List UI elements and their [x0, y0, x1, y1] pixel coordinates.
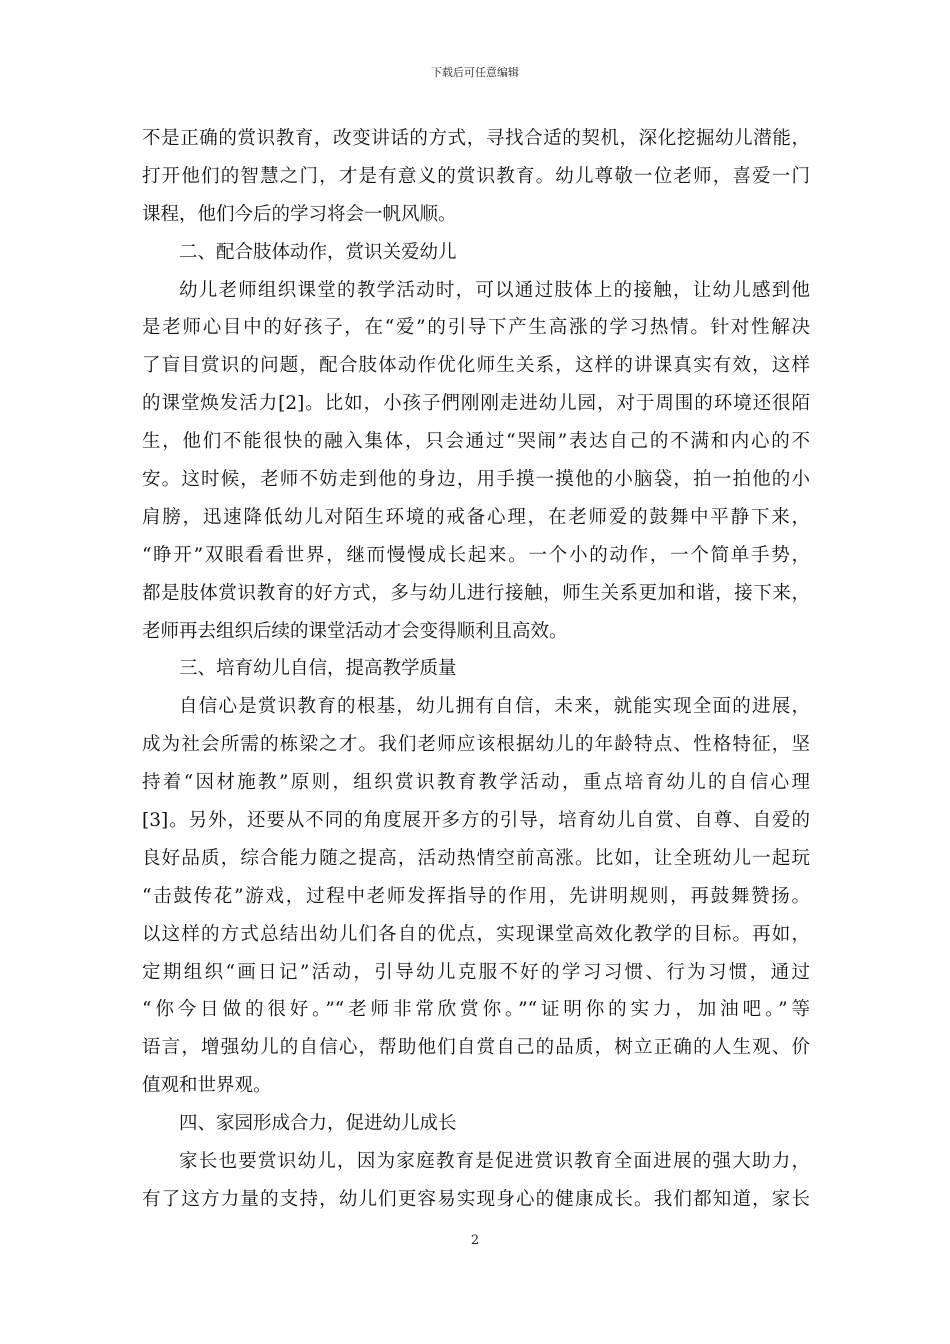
body-text-line: 幼儿老师组织课堂的教学活动时，可以通过肢体上的接触，让幼儿感到他: [179, 279, 810, 301]
body-text-line: 肩膀，迅速降低幼儿对陌生环境的戒备心理，在老师爱的鼓舞中平静下来，: [142, 506, 810, 528]
body-text-line: “击鼓传花”游戏，过程中老师发挥指导的作用，先讲明规则，再鼓舞赞扬。: [142, 885, 810, 907]
body-text-line: 课程，他们今后的学习将会一帆风顺。: [142, 203, 457, 225]
body-text-line: 老师再去组织后续的课堂活动才会变得顺利且高效。: [142, 620, 568, 642]
body-text-line: 的课堂焕发活力[2]。比如，小孩子們刚刚走进幼儿园，对于周围的环境还很陌: [142, 393, 810, 415]
body-text-line: 生，他们不能很快的融入集体，只会通过“哭闹”表达自己的不满和内心的不: [142, 431, 810, 453]
document-body: [142, 120, 810, 1219]
body-text-line: 安。这时候，老师不妨走到他的身边，用手摸一摸他的小脑袋，拍一拍他的小: [142, 469, 810, 491]
body-text-line: [3]。另外，还要从不同的角度展开多方的引导，培育幼儿自赏、自尊、自爱的: [142, 810, 810, 832]
page-number: 2: [470, 1233, 480, 1248]
body-text-line: 值观和世界观。: [142, 1075, 272, 1097]
body-text-line: 有了这方力量的支持，幼儿们更容易实现身心的健康成长。我们都知道，家长: [142, 1188, 810, 1210]
section-heading: 三、培育幼儿自信，提高教学质量: [179, 658, 457, 680]
page-header: 下载后可任意编辑: [431, 66, 519, 79]
body-text-line: 自信心是赏识教育的根基，幼儿拥有自信，未来，就能实现全面的进展，: [179, 696, 810, 718]
body-text-line: “睁开”双眼看看世界，继而慢慢成长起来。一个小的动作，一个简单手势，: [142, 544, 810, 566]
body-text-line: 不是正确的赏识教育，改变讲话的方式，寻找合适的契机，深化挖掘幼儿潜能，: [142, 128, 810, 149]
body-text-line: 是老师心目中的好孩子，在“爱”的引导下产生高涨的学习热情。针对性解决: [142, 317, 810, 339]
body-text-line: 都是肢体赏识教育的好方式，多与幼儿进行接触，师生关系更加和谐，接下来，: [142, 582, 810, 604]
body-text-line: “你今日做的很好。”“老师非常欣赏你。”“证明你的实力，加油吧。”等: [142, 999, 810, 1021]
body-text-line: 定期组织“画日记”活动，引导幼儿克服不好的学习习惯、行为习惯，通过: [142, 961, 810, 983]
body-text-line: 语言，增强幼儿的自信心，帮助他们自赏自己的品质，树立正确的人生观、价: [142, 1037, 810, 1059]
body-text-line: 家长也要赏识幼儿，因为家庭教育是促进赏识教育全面进展的强大助力，: [179, 1151, 810, 1173]
section-heading: 二、配合肢体动作，赏识关爱幼儿: [179, 241, 457, 263]
body-text-line: 以这样的方式总结出幼儿们各自的优点，实现课堂高效化教学的目标。再如，: [142, 923, 810, 945]
body-text-line: 打开他们的智慧之门，才是有意义的赏识教育。幼儿尊敬一位老师，喜爱一门: [142, 165, 810, 187]
body-text-line: 成为社会所需的栋梁之才。我们老师应该根据幼儿的年龄特点、性格特征，坚: [142, 734, 810, 756]
body-text-line: 良好品质，综合能力随之提高，活动热情空前高涨。比如，让全班幼儿一起玩: [142, 847, 810, 869]
body-text-line: 持着“因材施教”原则，组织赏识教育教学活动，重点培育幼儿的自信心理: [142, 772, 810, 794]
body-text-line: 了盲目赏识的问题，配合肢体动作优化师生关系，这样的讲课真实有效，这样: [142, 355, 810, 377]
section-heading: 四、家园形成合力，促进幼儿成长: [179, 1113, 457, 1135]
